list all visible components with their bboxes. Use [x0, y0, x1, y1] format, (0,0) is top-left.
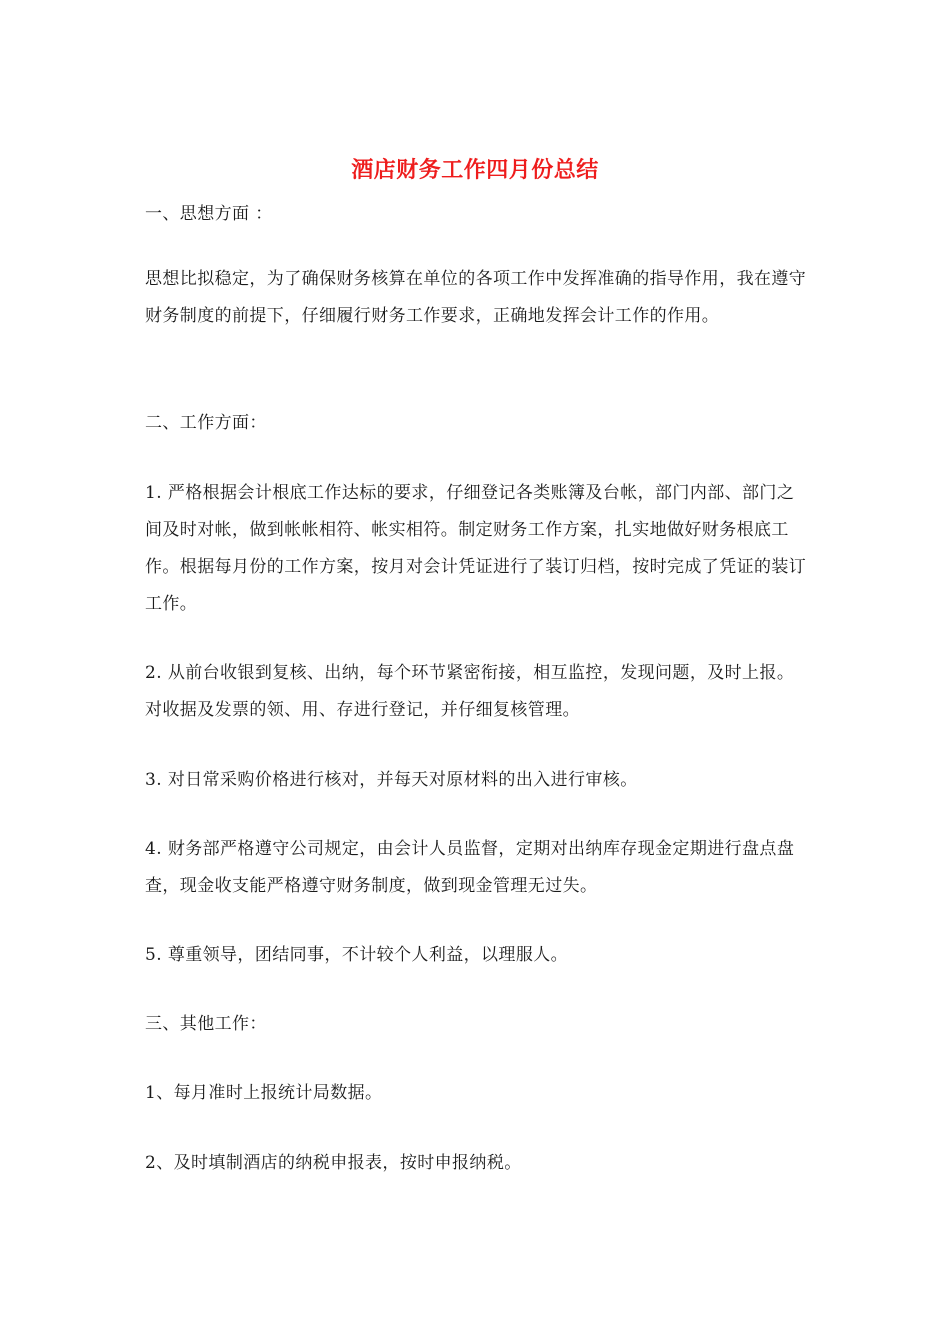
work-item-1: 1. 严格根据会计根底工作达标的要求，仔细登记各类账簿及台帐，部门内部、部门之间及时对帐，做到帐帐相符、帐实相符。制定财务工作方案，扎实地做好财务根底工作。根据每月份的工作方案，按月对会计凭证进行了装订归档，按时完成了凭证的装订工作。 — [145, 483, 807, 614]
other-item-2: 2、及时填制酒店的纳税申报表，按时申报纳税。 — [145, 1153, 522, 1173]
document-title: 酒店财务工作四月份总结 — [351, 157, 599, 183]
section-heading-other: 三、其他工作： — [145, 1014, 267, 1034]
other-item-1: 1、每月准时上报统计局数据。 — [145, 1083, 383, 1103]
section-heading-work: 二、工作方面： — [145, 413, 267, 433]
work-item-4: 4. 财务部严格遵守公司规定，由会计人员监督，定期对出纳库存现金定期进行盘点盘查，现金收支能严格遵守财务制度，做到现金管理无过失。 — [145, 839, 795, 896]
work-item-5: 5. 尊重领导，团结同事，不计较个人利益，以理服人。 — [145, 945, 569, 965]
work-item-2: 2. 从前台收银到复核、出纳，每个环节紧密衔接，相互监控，发现问题，及时上报。对收据及发票的领、用、存进行登记，并仔细复核管理。 — [145, 663, 795, 720]
paragraph-thought: 思想比拟稳定，为了确保财务核算在单位的各项工作中发挥准确的指导作用，我在遵守财务制度的前提下，仔细履行财务工作要求，正确地发挥会计工作的作用。 — [145, 269, 807, 326]
section-heading-thought: 一、思想方面 ： — [145, 204, 273, 224]
work-item-3: 3. 对日常采购价格进行核对，并每天对原材料的出入进行审核。 — [145, 770, 638, 790]
